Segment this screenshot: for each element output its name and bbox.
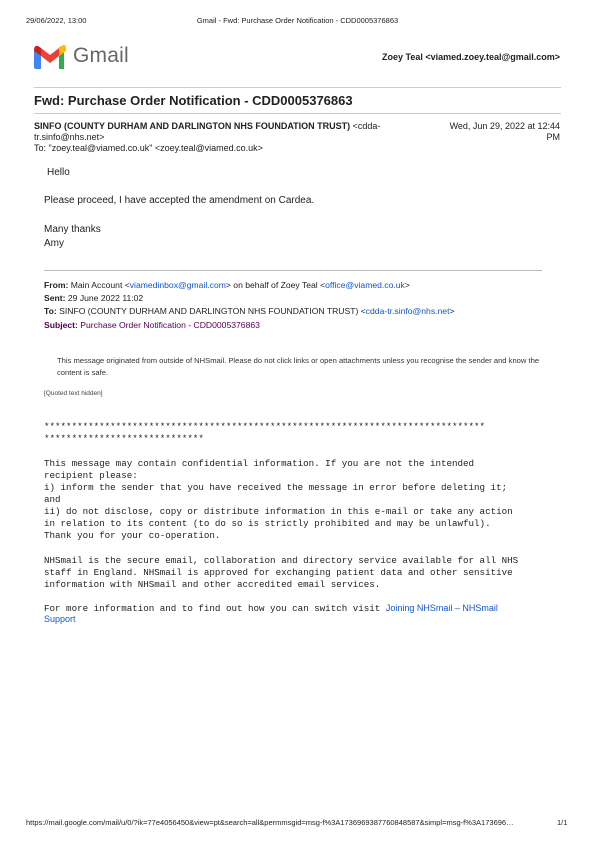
quoted-text-hidden[interactable]: [Quoted text hidden] [44,390,103,397]
forward-divider [44,270,542,271]
viamedinbox-link[interactable]: viamedinbox@gmail.com [129,280,226,290]
forwarded-sent [44,292,143,305]
account-email: Zoey Teal <viamed.zoey.teal@gmail.com> [381,52,560,62]
forwarded-to-text: SINFO (COUNTY DURHAM AND DARLINGTON NHS FOUNDATION TRUST) < [56,306,366,316]
external-warning: This message originated from outside of NHSmail. Please do not click links or open attachments unless you recognise the sender and know the content is safe. [57,356,540,377]
forwarded-to-end: > [449,306,455,316]
gmail-logo-text: Gmail [73,44,129,67]
email-subject: Fwd: Purchase Order Notification - CDD0005376863 [34,93,353,108]
subject-divider [34,113,561,114]
sender-info [34,121,419,143]
body-line: Please proceed, I have accepted the amendment on Cardea. [44,195,315,206]
nhsmail-info: NHSmail is the secure email, collaboration and directory service available for all NHS staff in England. NHSmail is approved for exchanging patient data and other sensitive information with NHSmail and other accredited email services. [44,555,519,590]
office-link[interactable]: office@viamed.co.uk [325,280,405,290]
disclaimer-text: This message may contain confidential information. If you are not the intended recipient please: i) inform the sender that you have received the message in error before deleting it; and ii) do not disclose, copy or distribute information in this e-mail or take any action in relation to its content (to do so is strictly prohibited and may be unlawful). Thank you for your co-operation. [44,458,513,541]
signature-name: Amy [44,238,64,249]
forwarded-from-mid: > on behalf of Zoey Teal < [225,280,326,290]
sender-address-part1: <cdda- [350,121,381,131]
forwarded-from-label: From: [44,280,69,290]
forwarded-subject [44,319,260,332]
greeting: Hello [47,167,70,178]
forwarded-sent-label: Sent: [44,293,66,303]
forwarded-subject-label: Subject: [44,320,78,330]
stars-line-2: ***************************** [44,433,204,444]
forwarded-sent-text: 29 June 2022 11:02 [65,293,144,303]
email-date-line2: PM [546,132,560,142]
email-date-line1: Wed, Jun 29, 2022 at 12:44 [449,121,560,131]
nhs-sinfo-link[interactable]: cdda-tr.sinfo@nhs.net [365,306,450,316]
more-info-text: For more information and to find out how you can switch visit [44,603,386,614]
forwarded-subject-text: Purchase Order Notification - CDD0005376863 [77,320,260,330]
recipient: To: "zoey.teal@viamed.co.uk" <zoey.teal@viamed.co.uk> [34,143,263,153]
joining-nhsmail-link[interactable]: Joining NHSmail – NHSmail [385,603,498,613]
forwarded-from-text: Main Account < [68,280,130,290]
forwarded-to [44,305,455,318]
print-datetime: 29/06/2022, 13:00 [26,16,87,25]
forwarded-to-label: To: [44,306,57,316]
header-divider [34,87,561,88]
sender-address-part2: tr.sinfo@nhs.net> [34,132,105,142]
more-info-link-line2 [44,614,76,624]
more-info [44,602,549,615]
signoff: Many thanks [44,224,101,235]
gmail-logo-icon [34,45,66,69]
forwarded-from-end: > [404,280,410,290]
stars-line-1: ******************************************************************************** [44,421,486,432]
print-page-number: 1/1 [557,818,568,827]
print-url: https://mail.google.com/mail/u/0/?ik=77e4056450&view=pt&search=all&permmsgid=msg-f%3A1736969387760848587&simpl=msg-f%3A173696… [26,818,514,827]
print-title: Gmail - Fwd: Purchase Order Notification - CDD0005376863 [196,16,399,25]
forwarded-from [44,279,410,292]
support-link[interactable]: Support [44,614,76,624]
sender-name: SINFO (COUNTY DURHAM AND DARLINGTON NHS FOUNDATION TRUST) [34,121,351,131]
email-date [410,121,560,143]
